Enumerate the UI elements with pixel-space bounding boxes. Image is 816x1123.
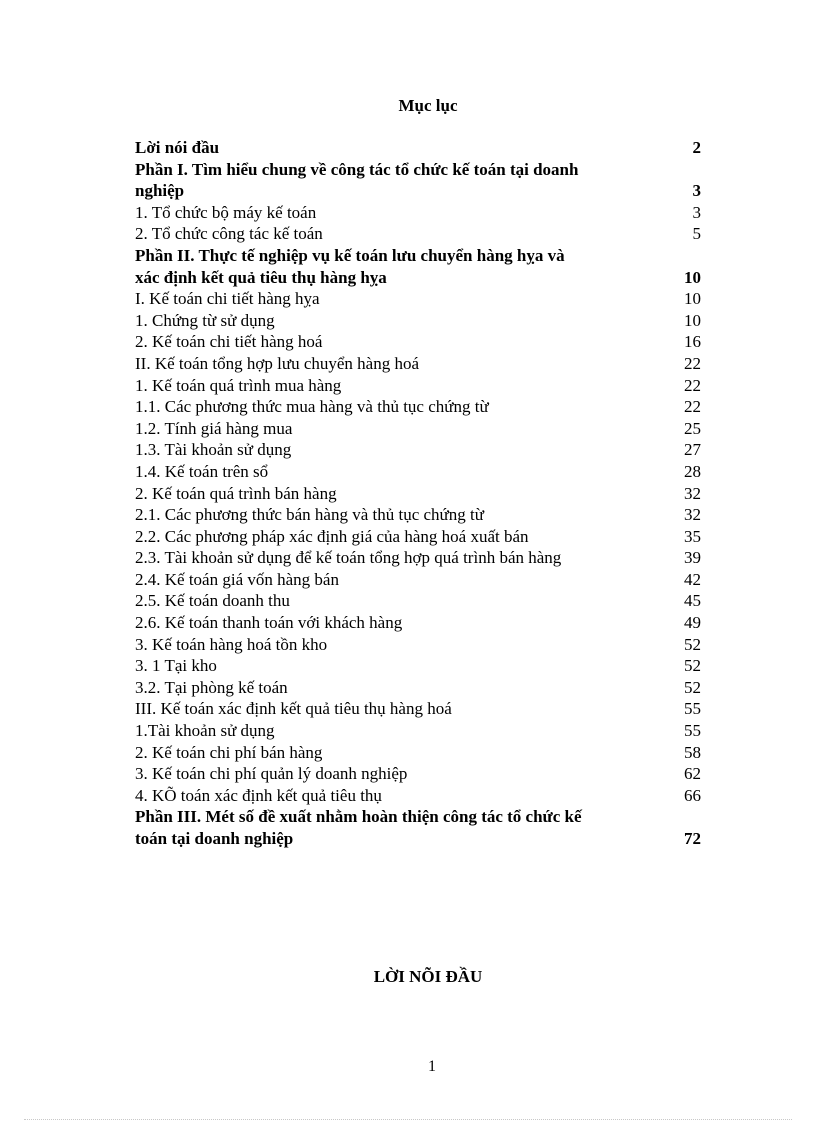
toc-entry-page: 66: [684, 785, 701, 805]
toc-entry: [135, 569, 701, 591]
toc-entry: [135, 547, 701, 569]
toc-entry: [135, 137, 701, 159]
toc-entry-page: 5: [692, 224, 701, 244]
toc-entry: [135, 310, 701, 332]
toc-entry-title: toán tại doanh nghiệp: [135, 829, 294, 848]
toc-entry-page: 10: [684, 310, 701, 330]
toc-entry: [135, 526, 701, 548]
toc-entry-title: nghiệp: [135, 181, 185, 201]
toc-entry: [135, 288, 701, 310]
toc-entry: [135, 590, 701, 612]
toc-entry-title: 2.6. Kế toán thanh toán với khách hàng: [135, 613, 403, 633]
page-title: Mục lục: [398, 96, 458, 115]
toc-entry-page: 55: [684, 699, 701, 719]
toc-entry-title: 2. Kế toán chi phí bán hàng: [135, 742, 323, 762]
toc-entry: [135, 504, 701, 526]
preface-title: LỜI NÕI ĐẦU: [373, 967, 483, 986]
toc-entry-page: 28: [684, 461, 701, 481]
toc-entry-title: I. Kế toán chi tiết hàng hỵa: [135, 289, 320, 309]
toc-entry: [135, 223, 701, 245]
toc-entry-page: 10: [684, 289, 701, 309]
toc-entry-title: 1. Kế toán quá trình mua hàng: [135, 375, 342, 395]
toc-entry-title: 2. Kế toán quá trình bán hàng: [135, 483, 337, 503]
toc-entry: [135, 785, 701, 807]
toc-entry-title: 1.4. Kế toán trên sổ: [135, 461, 269, 481]
toc-entry-title: Lời nói đầu: [135, 138, 220, 157]
toc-entry-title: 3. Kế toán hàng hoá tồn kho: [135, 634, 328, 654]
toc-entry: [135, 461, 701, 483]
toc-entry-title: 3. 1 Tại kho: [135, 656, 217, 676]
toc-entry-page: 32: [684, 483, 701, 503]
toc-entry-page: 49: [684, 613, 701, 633]
toc-entry: [135, 159, 701, 202]
toc-entry-page: 27: [684, 440, 701, 460]
toc-entry: [135, 806, 701, 849]
toc-entry-page: 3: [692, 202, 701, 222]
toc-entry-title: 2.2. Các phương pháp xác định giá của hàng hoá xuất bán: [135, 526, 529, 546]
toc-entry-title: 3.2. Tại phòng kế toán: [135, 677, 288, 697]
toc-entry-title: 2. Tổ chức công tác kế toán: [135, 224, 323, 244]
toc-entry-title: 1.2. Tính giá hàng mua: [135, 418, 293, 438]
toc-entry: [135, 720, 701, 742]
toc-entry: [135, 396, 701, 418]
toc-entry: [135, 763, 701, 785]
toc-entry-title: 1.3. Tài khoản sử dụng: [135, 440, 292, 460]
toc-entry-title: 2.5. Kế toán doanh thu: [135, 591, 290, 611]
toc-entry: [135, 245, 701, 288]
toc-entry-page: 72: [684, 829, 701, 848]
toc-entry-title: 2. Kế toán chi tiết hàng hoá: [135, 332, 323, 352]
toc-entry-page: 62: [684, 764, 701, 784]
toc-entry-title: 1.Tài khoản sử dụng: [135, 721, 275, 741]
toc-entry-title: 2.1. Các phương thức bán hàng và thủ tục chứng từ: [135, 505, 484, 525]
toc-entry-title: 1. Tổ chức bộ máy kế toán: [135, 202, 317, 222]
toc-entry: [135, 698, 701, 720]
toc-entry-page: 58: [684, 742, 701, 762]
toc-entry-page: 42: [684, 569, 701, 589]
toc-entry-title: 1. Chứng từ sử dụng: [135, 310, 275, 330]
toc-entry-page: 35: [684, 526, 701, 546]
toc-entry-title: Phần III. Mét số đề xuất nhằm hoàn thiện công tác tổ chức kế: [135, 807, 582, 827]
toc-entry: [135, 202, 701, 224]
toc-entry-title: 2.3. Tài khoản sử dụng để kế toán tổng hợp quá trình bán hàng: [135, 548, 562, 568]
toc-entry-page: 39: [684, 548, 701, 568]
toc-entry-title: 4. KÕ toán xác định kết quả tiêu thụ: [135, 785, 382, 805]
toc-entry-page: 2: [692, 138, 701, 157]
toc-entry-page: 55: [684, 721, 701, 741]
toc-entry: [135, 353, 701, 375]
toc-entry-title: xác định kết quả tiêu thụ hàng hỵa: [135, 267, 387, 287]
toc-entry: [135, 439, 701, 461]
toc-entry-page: 22: [684, 397, 701, 417]
toc-entry-page: 16: [684, 332, 701, 352]
toc-entry-page: 52: [684, 634, 701, 654]
toc-entry-title: Phần I. Tìm hiểu chung về công tác tổ chức kế toán tại doanh: [135, 159, 579, 179]
toc-entry: [135, 331, 701, 353]
toc-entry-title: Phần II. Thực tế nghiệp vụ kế toán lưu chuyển hàng hỵa và: [135, 245, 565, 265]
toc-entry-title: 3. Kế toán chi phí quản lý doanh nghiệp: [135, 764, 408, 784]
toc-entry-page: 52: [684, 656, 701, 676]
toc-entry-page: 3: [692, 181, 701, 201]
toc-entry: [135, 677, 701, 699]
toc-entry: [135, 612, 701, 634]
toc-entry-page: 22: [684, 375, 701, 395]
toc-entry-title: II. Kế toán tổng hợp lưu chuyển hàng hoá: [135, 353, 419, 373]
toc-entry-title: 1.1. Các phương thức mua hàng và thủ tục chứng từ: [135, 397, 489, 417]
table-of-contents: [135, 137, 701, 850]
toc-entry-page: 25: [684, 418, 701, 438]
toc-entry: [135, 655, 701, 677]
toc-entry-title: 2.4. Kế toán giá vốn hàng bán: [135, 569, 339, 589]
toc-entry-page: 32: [684, 505, 701, 525]
toc-entry: [135, 418, 701, 440]
toc-entry: [135, 742, 701, 764]
toc-entry-page: 45: [684, 591, 701, 611]
toc-entry: [135, 483, 701, 505]
toc-entry-title: III. Kế toán xác định kết quả tiêu thụ hàng hoá: [135, 699, 452, 719]
toc-entry-page: 10: [684, 267, 701, 287]
page-number: 1: [428, 1058, 436, 1075]
toc-entry: [135, 375, 701, 397]
toc-entry-page: 22: [684, 353, 701, 373]
page-bottom-divider: [24, 1119, 792, 1120]
toc-entry-page: 52: [684, 677, 701, 697]
toc-entry: [135, 634, 701, 656]
